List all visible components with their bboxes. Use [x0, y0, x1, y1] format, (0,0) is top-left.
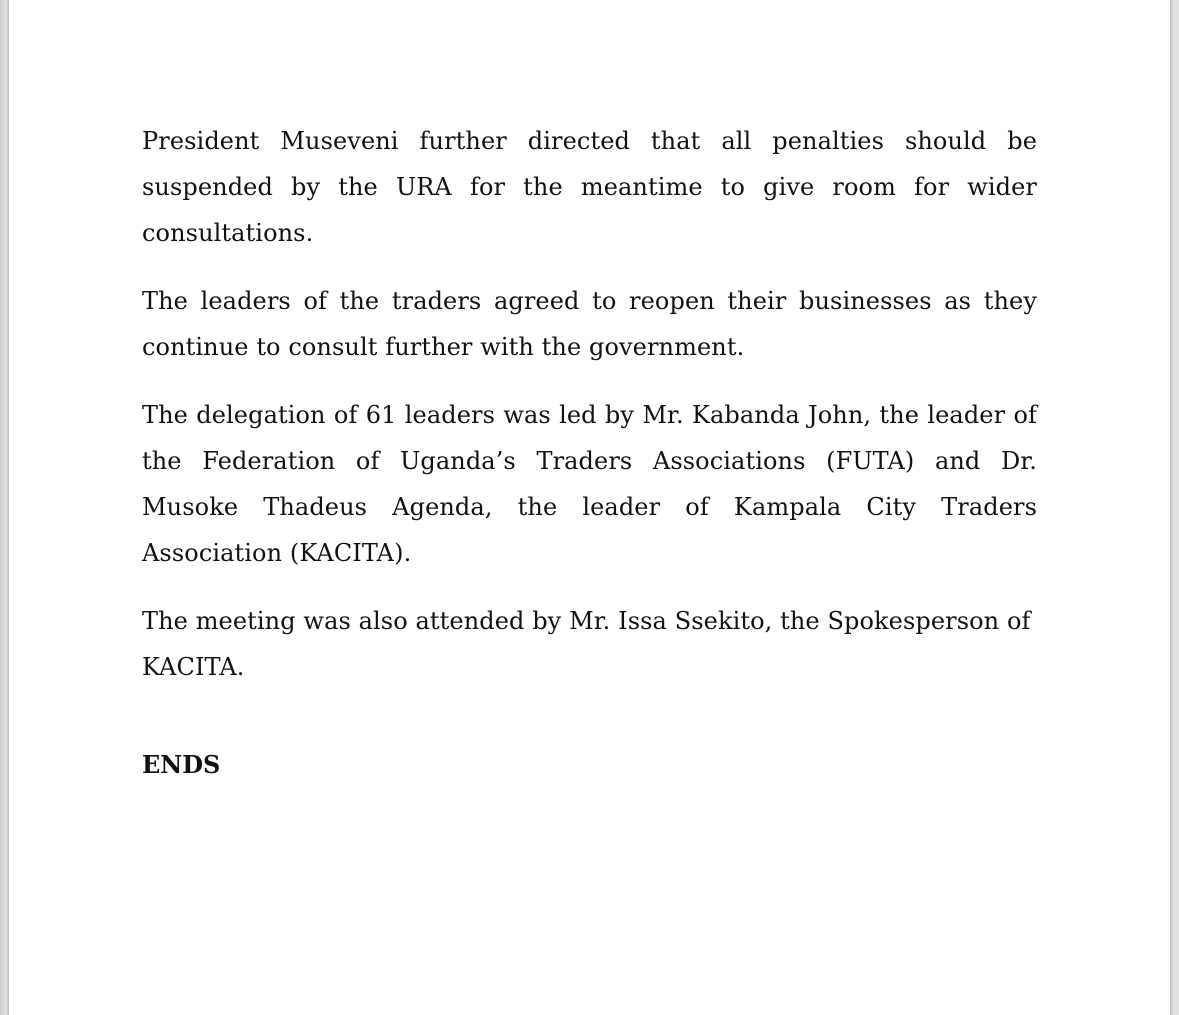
paragraph-delegation: The delegation of 61 leaders was led by Mr. Kabanda John, the leader of the Federation of Uganda’s Traders Associations (FUTA) and Dr. Musoke Thadeus Agenda, the leader of Kampala City Traders Association (KACITA). — [142, 401, 1037, 567]
paragraph-attendance: The meeting was also attended by Mr. Issa Ssekito, the Spokesperson of KACITA. — [142, 607, 1031, 681]
paragraph-traders-reopen: The leaders of the traders agreed to reopen their businesses as they continue to consult further with the government. — [142, 287, 1037, 361]
page-content — [142, 118, 1037, 788]
closing-ends: ENDS — [142, 750, 221, 779]
document-page — [9, 0, 1170, 1015]
viewer-right-edge — [1170, 0, 1179, 1015]
paragraph-penalties: President Museveni further directed that all penalties should be suspended by the URA for the meantime to give room for wider consultations. — [142, 127, 1037, 247]
